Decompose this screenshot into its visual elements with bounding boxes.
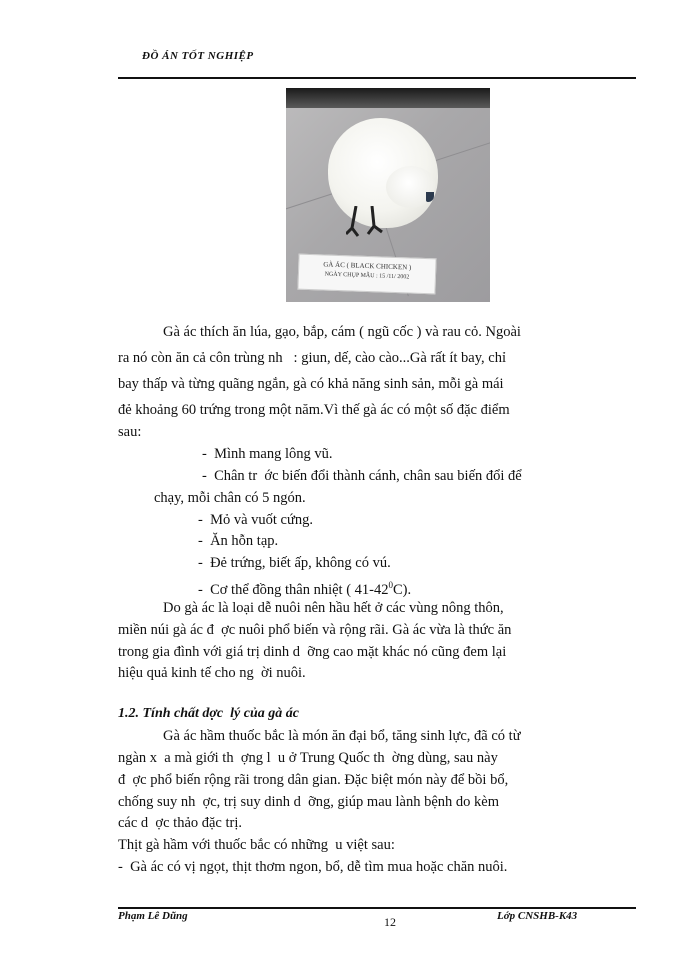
text-line: ngàn x a mà giới th ợng l u ở Trung Quốc th ờng dùng, sau này — [118, 750, 498, 766]
list-item: chạy, mỗi chân có 5 ngón. — [154, 490, 306, 506]
footer-class: Lớp CNSHB-K43 — [497, 910, 578, 922]
list-item-unit: C). — [393, 581, 412, 598]
text-line: Do gà ác là loại dễ nuôi nên hầu hết ở các vùng nông thôn, — [163, 600, 504, 616]
text-line: - Gà ác có vị ngọt, thịt thơm ngon, bổ, dễ tìm mua hoặc chăn nuôi. — [118, 859, 508, 875]
superscript-zero: 0 — [388, 580, 393, 590]
text-line: chống suy nh ợc, trị suy dinh d ỡng, giúp mau lành bệnh do kèm — [118, 794, 500, 810]
list-item: - Mỏ và vuốt cứng. — [198, 512, 313, 528]
photo-caption-line1: GÀ ÁC ( BLACK CHICKEN ) — [323, 260, 412, 272]
page-number: 12 — [384, 915, 396, 929]
chick-legs — [346, 206, 386, 238]
footer-author: Phạm Lê Dũng — [118, 910, 188, 922]
text-line: ra nó còn ăn cả côn trùng nh : giun, dế, cào cào...Gà rất ít bay, chỉ — [118, 350, 507, 366]
list-item-text: - Cơ thể đồng thân nhiệt ( 41-42 — [198, 581, 389, 598]
list-item: - Ăn hỗn tạp. — [198, 533, 279, 549]
list-item: - Chân tr ớc biến đổi thành cánh, chân sau biến đổi để — [202, 468, 522, 484]
text-line: sau: — [118, 424, 142, 440]
text-line: các d ợc thảo đặc trị. — [118, 815, 243, 831]
photo-caption-card — [297, 254, 436, 295]
photo-caption-line2: NGÀY CHỤP MẪU : 15 /11/ 2002 — [324, 271, 410, 281]
text-line: hiệu quả kinh tế cho ng ời nuôi. — [118, 665, 306, 681]
header-title: ĐỒ ÁN TỐT NGHIỆP — [142, 50, 254, 62]
text-line: đẻ khoảng 60 trứng trong một năm.Vì thế gà ác có một số đặc điểm — [118, 402, 510, 418]
text-line: đ ợc phổ biến rộng rãi trong dân gian. Đặc biệt món này để bồi bổ, — [118, 772, 509, 788]
text-line: Gà ác hầm thuốc bắc là món ăn đại bổ, tăng sinh lực, đã có từ — [163, 728, 521, 744]
list-item: - Mình mang lông vũ. — [202, 446, 333, 462]
photo-shadow — [286, 88, 490, 108]
text-line: miền núi gà ác đ ợc nuôi phổ biến và rộng rãi. Gà ác vừa là thức ăn — [118, 622, 512, 638]
list-item: - Đẻ trứng, biết ấp, không có vú. — [198, 555, 391, 571]
footer-rule — [118, 907, 636, 909]
list-item — [198, 575, 411, 600]
section-heading: 1.2. Tính chất dợc lý của gà ác — [118, 706, 299, 721]
text-line: bay thấp và từng quãng ngắn, gà có khả năng sinh sản, mỗi gà mái — [118, 376, 504, 392]
text-line: Thịt gà hầm với thuốc bắc có những u việt sau: — [118, 837, 395, 853]
header-rule — [118, 77, 636, 79]
chicken-photo — [286, 88, 490, 302]
text-line: trong gia đình với giá trị dinh d ỡng cao mặt khác nó cũng đem lại — [118, 644, 507, 660]
text-line: Gà ác thích ăn lúa, gạo, bắp, cám ( ngũ cốc ) và rau cỏ. Ngoài — [163, 324, 521, 340]
